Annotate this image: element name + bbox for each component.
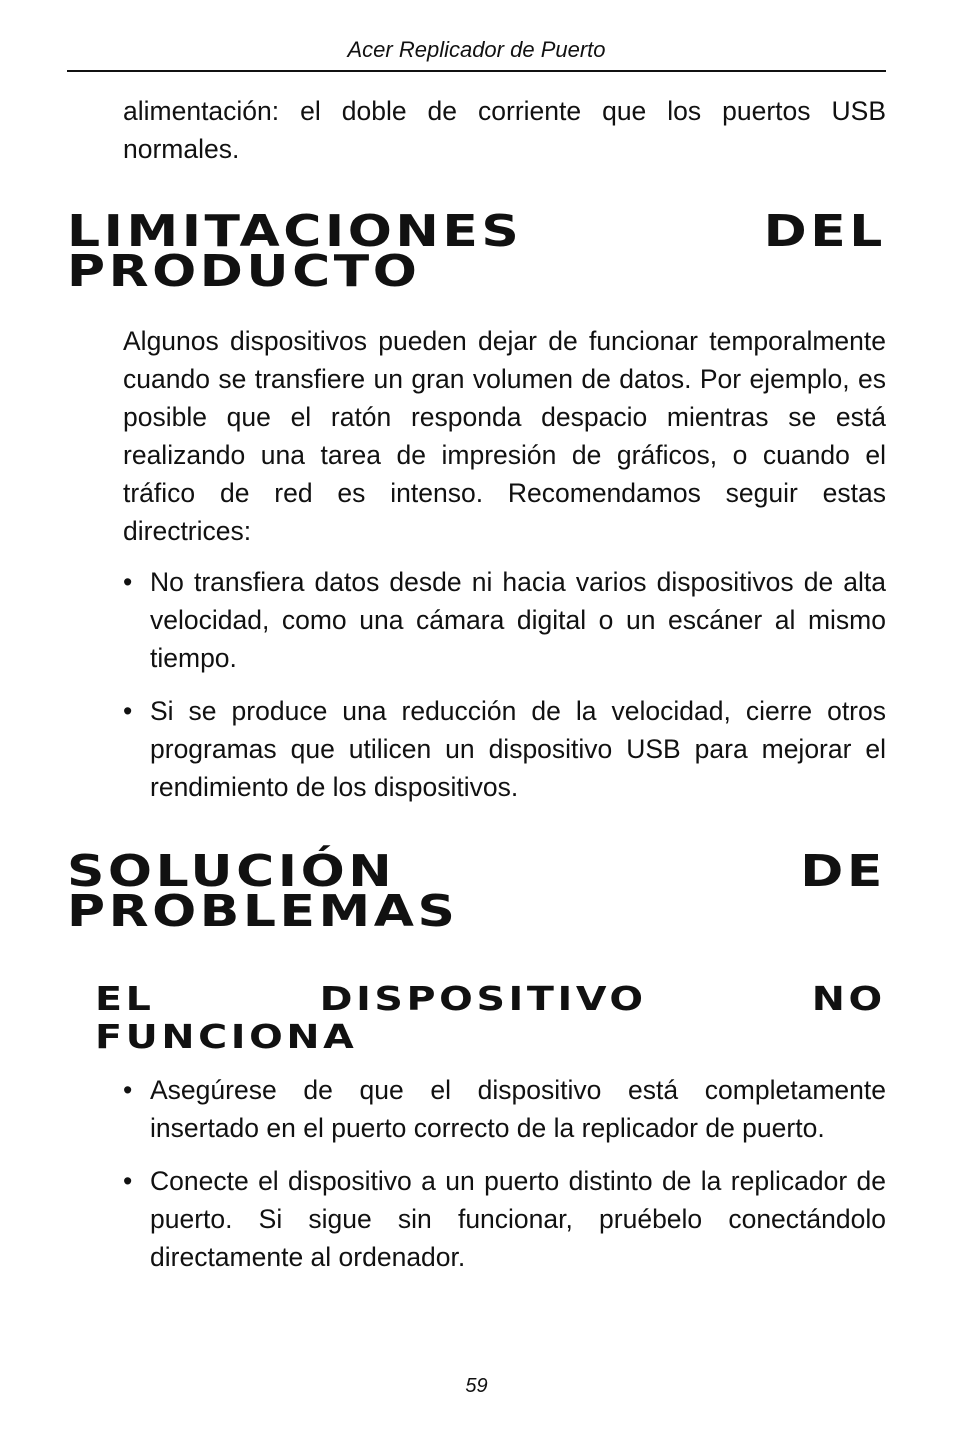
list-item <box>123 1162 886 1276</box>
heading-word: DISPOSITIVO <box>319 979 647 1018</box>
heading-word: DE <box>800 846 886 897</box>
heading-word: LIMITACIONES <box>67 206 523 257</box>
heading-word: FUNCIONA <box>95 1017 358 1056</box>
list-item-text: Asegúrese de que el dispositivo está completamente insertado en el puerto correcto de la replicador de puerto. <box>150 1075 886 1143</box>
subsection-heading-device-not-working <box>95 980 954 1056</box>
section-heading-troubleshooting <box>67 846 954 937</box>
list-item-text: Conecte el dispositivo a un puerto distinto de la replicador de puerto. Si sigue sin funcionar, pruébelo conectándolo directamente al ordenador. <box>150 1166 886 1272</box>
intro-paragraph: alimentación: el doble de corriente que los puertos USB normales. <box>123 96 886 164</box>
running-header: Acer Replicador de Puerto <box>347 37 606 62</box>
heading-word: EL <box>95 979 155 1018</box>
heading-word: PRODUCTO <box>67 246 421 297</box>
list-item <box>123 563 886 677</box>
page-number: 59 <box>465 1375 488 1397</box>
bullet-icon: • <box>123 567 133 597</box>
list-item-text: No transfiera datos desde ni hacia varios dispositivos de alta velocidad, como una cámara digital o un escáner al mismo tiempo. <box>150 567 886 673</box>
heading-word: SOLUCIÓN <box>67 846 396 897</box>
header-divider <box>67 70 886 72</box>
heading-word: DEL <box>763 206 886 257</box>
section-heading-limitations <box>67 206 954 297</box>
limitations-paragraph: Algunos dispositivos pueden dejar de funcionar temporalmente cuando se transfiere un gran volumen de datos. Por ejemplo, es posible que el ratón responda despacio mientras se está realizando una tarea de impresión de gráficos, o cuando el tráfico de red es intenso. Recomendamos seguir estas directrices: <box>123 326 886 546</box>
limitations-bullet-list <box>123 563 886 821</box>
bullet-icon: • <box>123 696 133 726</box>
heading-word: NO <box>811 979 886 1018</box>
list-item-text: Si se produce una reducción de la velocidad, cierre otros programas que utilicen un dispositivo USB para mejorar el rendimiento de los dispositivos. <box>150 696 886 802</box>
bullet-icon: • <box>123 1166 133 1196</box>
list-item <box>123 1071 886 1147</box>
bullet-icon: • <box>123 1075 133 1105</box>
troubleshooting-bullet-list <box>123 1071 886 1291</box>
heading-word: PROBLEMAS <box>67 886 459 937</box>
list-item <box>123 692 886 806</box>
